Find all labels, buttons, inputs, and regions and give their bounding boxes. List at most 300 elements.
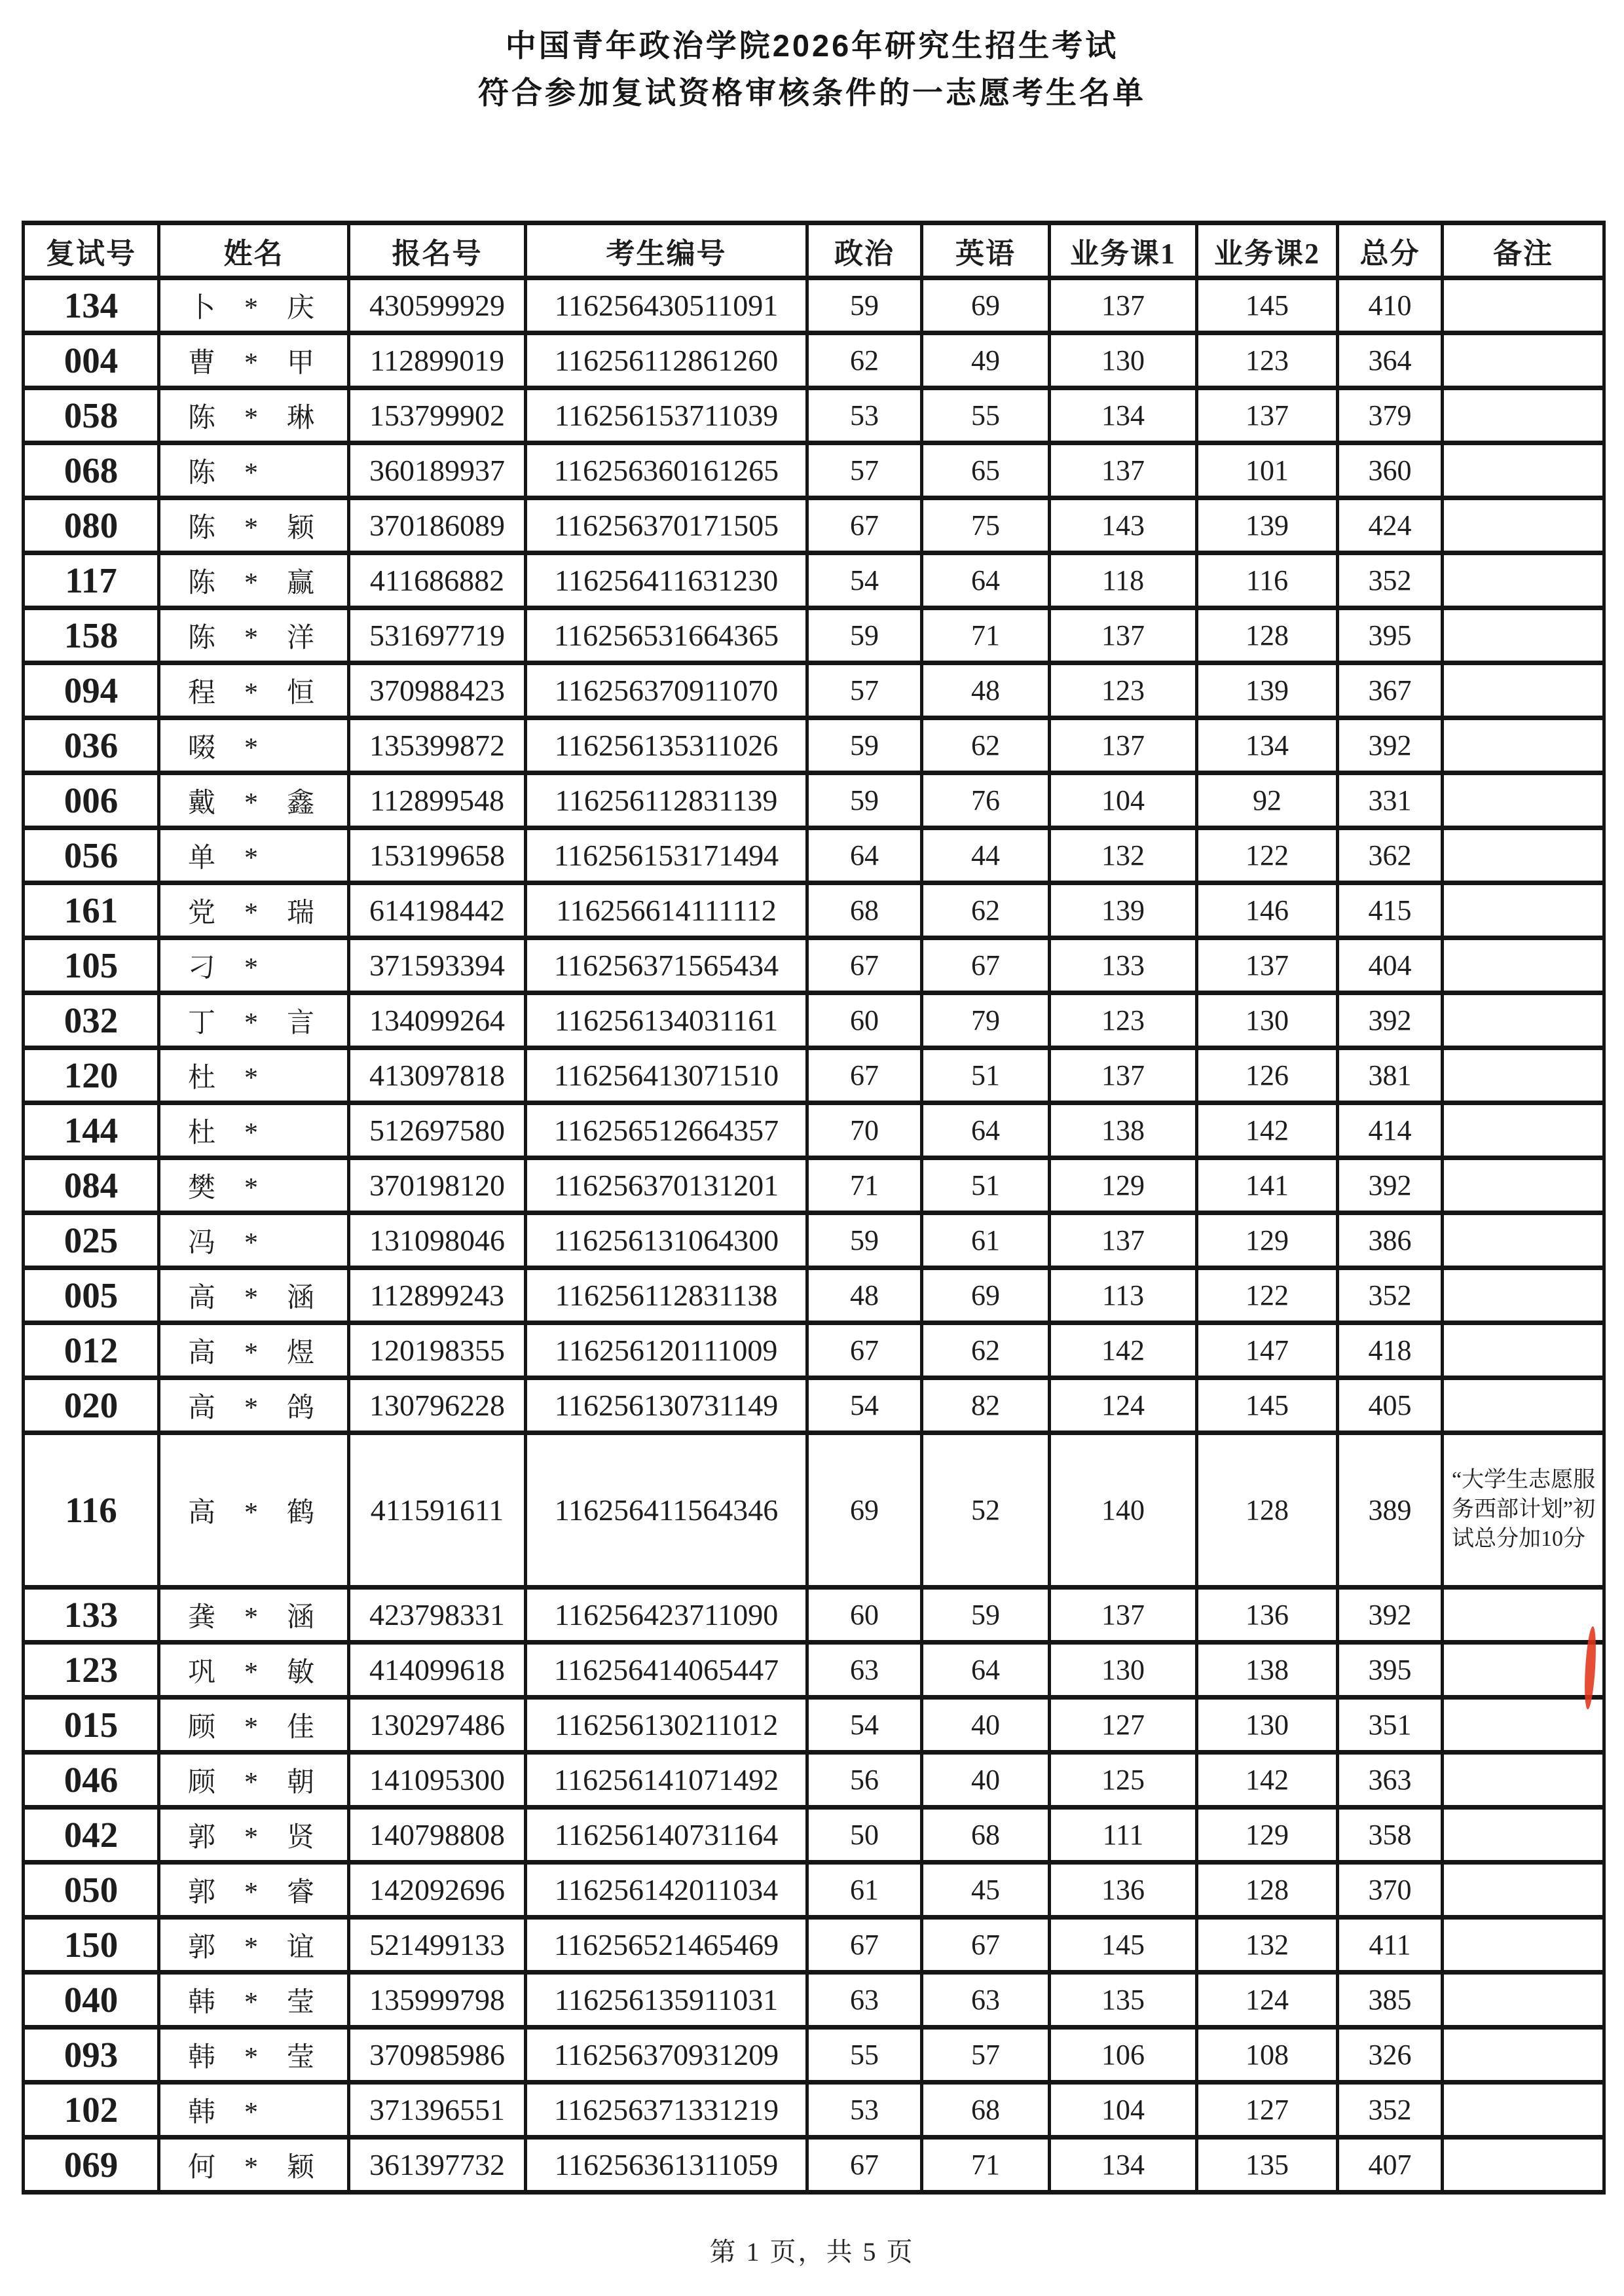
cell-fushihao: 069 <box>24 2138 159 2193</box>
header-row <box>24 223 1604 278</box>
cell-zongfen: 352 <box>1338 1268 1443 1323</box>
cell-fushihao: 020 <box>24 1378 159 1433</box>
cell-fushihao: 006 <box>24 773 159 828</box>
cell-kaoshengbianhao: 116256614111112 <box>526 883 807 938</box>
cell-baominghao: 371593394 <box>349 938 526 993</box>
cell-zhengzhi: 67 <box>807 938 922 993</box>
column-header-beizhu: 备注 <box>1443 223 1604 278</box>
cell-xingming: 陈 * 琳 <box>159 388 349 443</box>
cell-xingming: 樊 * <box>159 1158 349 1213</box>
cell-kaoshengbianhao: 116256135311026 <box>526 718 807 773</box>
table-row <box>24 1808 1604 1863</box>
table-row <box>24 388 1604 443</box>
cell-yewuke1: 137 <box>1050 1048 1197 1103</box>
cell-xingming: 单 * <box>159 828 349 883</box>
cell-fushihao: 134 <box>24 278 159 333</box>
cell-baominghao: 153199658 <box>349 828 526 883</box>
cell-yewuke2: 145 <box>1197 1378 1338 1433</box>
cell-yingyu: 63 <box>922 1973 1050 2028</box>
cell-kaoshengbianhao: 116256142011034 <box>526 1863 807 1918</box>
cell-beizhu <box>1443 718 1604 773</box>
cell-baominghao: 135999798 <box>349 1973 526 2028</box>
cell-zongfen: 404 <box>1338 938 1443 993</box>
cell-beizhu <box>1443 2138 1604 2193</box>
page-title-line2: 符合参加复试资格审核条件的一志愿考生名单 <box>478 75 1146 110</box>
cell-fushihao: 105 <box>24 938 159 993</box>
cell-baominghao: 614198442 <box>349 883 526 938</box>
cell-yewuke2: 136 <box>1197 1588 1338 1643</box>
column-header-kaoshengbianhao: 考生编号 <box>526 223 807 278</box>
cell-fushihao: 040 <box>24 1973 159 2028</box>
table-row <box>24 1588 1604 1643</box>
cell-yingyu: 49 <box>922 333 1050 388</box>
cell-zhengzhi: 67 <box>807 2138 922 2193</box>
cell-zhengzhi: 53 <box>807 2083 922 2138</box>
cell-beizhu <box>1443 1268 1604 1323</box>
cell-fushihao: 120 <box>24 1048 159 1103</box>
cell-kaoshengbianhao: 116256130731149 <box>526 1378 807 1433</box>
column-header-yingyu: 英语 <box>922 223 1050 278</box>
candidates-table <box>22 221 1606 2195</box>
cell-baominghao: 423798331 <box>349 1588 526 1643</box>
cell-zongfen: 386 <box>1338 1213 1443 1268</box>
table-row <box>24 1753 1604 1808</box>
cell-fushihao: 036 <box>24 718 159 773</box>
table-row <box>24 1323 1604 1378</box>
cell-yingyu: 48 <box>922 663 1050 718</box>
cell-fushihao: 084 <box>24 1158 159 1213</box>
cell-baominghao: 130297486 <box>349 1698 526 1753</box>
cell-baominghao: 512697580 <box>349 1103 526 1158</box>
cell-baominghao: 371396551 <box>349 2083 526 2138</box>
cell-zongfen: 415 <box>1338 883 1443 938</box>
cell-yewuke2: 138 <box>1197 1643 1338 1698</box>
cell-zhengzhi: 55 <box>807 2028 922 2083</box>
cell-kaoshengbianhao: 116256430511091 <box>526 278 807 333</box>
cell-yewuke2: 130 <box>1197 1698 1338 1753</box>
cell-baominghao: 414099618 <box>349 1643 526 1698</box>
cell-xingming: 陈 * 颖 <box>159 498 349 553</box>
cell-yewuke2: 122 <box>1197 828 1338 883</box>
cell-zhengzhi: 59 <box>807 718 922 773</box>
cell-yewuke2: 132 <box>1197 1918 1338 1973</box>
cell-fushihao: 102 <box>24 2083 159 2138</box>
cell-yewuke2: 135 <box>1197 2138 1338 2193</box>
cell-baominghao: 411686882 <box>349 553 526 608</box>
cell-kaoshengbianhao: 116256413071510 <box>526 1048 807 1103</box>
cell-yingyu: 82 <box>922 1378 1050 1433</box>
cell-xingming: 曹 * 甲 <box>159 333 349 388</box>
cell-yewuke1: 129 <box>1050 1158 1197 1213</box>
cell-zhengzhi: 56 <box>807 1753 922 1808</box>
cell-zhengzhi: 50 <box>807 1808 922 1863</box>
cell-fushihao: 117 <box>24 553 159 608</box>
cell-xingming: 顾 * 朝 <box>159 1753 349 1808</box>
cell-yingyu: 68 <box>922 1808 1050 1863</box>
cell-zhengzhi: 60 <box>807 1588 922 1643</box>
cell-beizhu <box>1443 1973 1604 2028</box>
cell-yewuke2: 122 <box>1197 1268 1338 1323</box>
cell-kaoshengbianhao: 116256371565434 <box>526 938 807 993</box>
cell-zongfen: 352 <box>1338 2083 1443 2138</box>
cell-beizhu <box>1443 1103 1604 1158</box>
cell-yingyu: 71 <box>922 608 1050 663</box>
cell-yingyu: 62 <box>922 883 1050 938</box>
cell-kaoshengbianhao: 116256112861260 <box>526 333 807 388</box>
cell-yingyu: 64 <box>922 1643 1050 1698</box>
cell-baominghao: 120198355 <box>349 1323 526 1378</box>
cell-fushihao: 123 <box>24 1643 159 1698</box>
cell-baominghao: 370988423 <box>349 663 526 718</box>
cell-fushihao: 150 <box>24 1918 159 1973</box>
cell-fushihao: 005 <box>24 1268 159 1323</box>
cell-beizhu <box>1443 938 1604 993</box>
cell-yewuke1: 106 <box>1050 2028 1197 2083</box>
cell-zongfen: 331 <box>1338 773 1443 828</box>
cell-fushihao: 058 <box>24 388 159 443</box>
cell-yingyu: 67 <box>922 938 1050 993</box>
cell-yewuke1: 143 <box>1050 498 1197 553</box>
cell-zhengzhi: 63 <box>807 1643 922 1698</box>
cell-beizhu <box>1443 1213 1604 1268</box>
column-header-baominghao: 报名号 <box>349 223 526 278</box>
cell-yingyu: 45 <box>922 1863 1050 1918</box>
cell-beizhu <box>1443 1378 1604 1433</box>
cell-fushihao: 015 <box>24 1698 159 1753</box>
cell-fushihao: 056 <box>24 828 159 883</box>
table-row <box>24 608 1604 663</box>
cell-yewuke2: 146 <box>1197 883 1338 938</box>
table-row <box>24 2028 1604 2083</box>
cell-yingyu: 55 <box>922 388 1050 443</box>
cell-beizhu <box>1443 388 1604 443</box>
table-row <box>24 1863 1604 1918</box>
cell-yingyu: 57 <box>922 2028 1050 2083</box>
table-row <box>24 718 1604 773</box>
cell-kaoshengbianhao: 116256130211012 <box>526 1698 807 1753</box>
cell-beizhu <box>1443 608 1604 663</box>
table-row <box>24 663 1604 718</box>
cell-yewuke1: 137 <box>1050 1213 1197 1268</box>
cell-kaoshengbianhao: 116256134031161 <box>526 993 807 1048</box>
cell-yingyu: 64 <box>922 553 1050 608</box>
cell-zhengzhi: 60 <box>807 993 922 1048</box>
cell-xingming: 陈 * 洋 <box>159 608 349 663</box>
cell-kaoshengbianhao: 116256414065447 <box>526 1643 807 1698</box>
cell-yewuke1: 137 <box>1050 718 1197 773</box>
cell-zongfen: 352 <box>1338 553 1443 608</box>
cell-beizhu <box>1443 773 1604 828</box>
cell-yewuke1: 138 <box>1050 1103 1197 1158</box>
cell-zhengzhi: 53 <box>807 388 922 443</box>
cell-beizhu <box>1443 828 1604 883</box>
cell-fushihao: 161 <box>24 883 159 938</box>
cell-yingyu: 40 <box>922 1698 1050 1753</box>
table-row <box>24 938 1604 993</box>
cell-yewuke1: 123 <box>1050 663 1197 718</box>
cell-yingyu: 40 <box>922 1753 1050 1808</box>
cell-baominghao: 131098046 <box>349 1213 526 1268</box>
cell-baominghao: 411591611 <box>349 1433 526 1588</box>
cell-zhengzhi: 59 <box>807 773 922 828</box>
cell-yewuke2: 128 <box>1197 608 1338 663</box>
cell-xingming: 巩 * 敏 <box>159 1643 349 1698</box>
column-header-fushihao: 复试号 <box>24 223 159 278</box>
cell-fushihao: 050 <box>24 1863 159 1918</box>
cell-kaoshengbianhao: 116256423711090 <box>526 1588 807 1643</box>
cell-xingming: 韩 * <box>159 2083 349 2138</box>
cell-yewuke1: 136 <box>1050 1863 1197 1918</box>
cell-yewuke2: 124 <box>1197 1973 1338 2028</box>
table-row <box>24 2083 1604 2138</box>
cell-zhengzhi: 54 <box>807 1698 922 1753</box>
cell-xingming: 刁 * <box>159 938 349 993</box>
cell-beizhu <box>1443 1918 1604 1973</box>
table-row <box>24 1433 1604 1588</box>
cell-beizhu <box>1443 1863 1604 1918</box>
column-header-xingming: 姓名 <box>159 223 349 278</box>
cell-xingming: 党 * 瑞 <box>159 883 349 938</box>
cell-zhengzhi: 57 <box>807 663 922 718</box>
cell-zongfen: 392 <box>1338 718 1443 773</box>
cell-beizhu <box>1443 278 1604 333</box>
cell-xingming: 啜 * <box>159 718 349 773</box>
cell-yewuke1: 137 <box>1050 278 1197 333</box>
cell-zhengzhi: 54 <box>807 1378 922 1433</box>
cell-xingming: 戴 * 鑫 <box>159 773 349 828</box>
table-row <box>24 1048 1604 1103</box>
cell-yewuke1: 104 <box>1050 773 1197 828</box>
cell-baominghao: 413097818 <box>349 1048 526 1103</box>
cell-zongfen: 362 <box>1338 828 1443 883</box>
cell-yewuke1: 134 <box>1050 388 1197 443</box>
table-row <box>24 2138 1604 2193</box>
cell-zhengzhi: 59 <box>807 1213 922 1268</box>
cell-yewuke1: 118 <box>1050 553 1197 608</box>
cell-zhengzhi: 63 <box>807 1973 922 2028</box>
cell-baominghao: 141095300 <box>349 1753 526 1808</box>
cell-xingming: 顾 * 佳 <box>159 1698 349 1753</box>
page-number: 第 1 页，共 5 页 <box>709 2237 915 2267</box>
cell-zhengzhi: 67 <box>807 1323 922 1378</box>
cell-yewuke2: 145 <box>1197 278 1338 333</box>
cell-kaoshengbianhao: 116256370911070 <box>526 663 807 718</box>
cell-baominghao: 153799902 <box>349 388 526 443</box>
cell-zhengzhi: 64 <box>807 828 922 883</box>
table-row <box>24 553 1604 608</box>
cell-yewuke1: 130 <box>1050 333 1197 388</box>
cell-xingming: 程 * 恒 <box>159 663 349 718</box>
cell-baominghao: 112899019 <box>349 333 526 388</box>
cell-zongfen: 367 <box>1338 663 1443 718</box>
table-row <box>24 278 1604 333</box>
cell-yewuke2: 142 <box>1197 1103 1338 1158</box>
cell-zongfen: 418 <box>1338 1323 1443 1378</box>
cell-kaoshengbianhao: 116256112831139 <box>526 773 807 828</box>
cell-yewuke2: 139 <box>1197 498 1338 553</box>
cell-yingyu: 71 <box>922 2138 1050 2193</box>
cell-kaoshengbianhao: 116256521465469 <box>526 1918 807 1973</box>
cell-xingming: 韩 * 莹 <box>159 2028 349 2083</box>
cell-kaoshengbianhao: 116256371331219 <box>526 2083 807 2138</box>
cell-fushihao: 093 <box>24 2028 159 2083</box>
cell-zhengzhi: 61 <box>807 1863 922 1918</box>
cell-zongfen: 410 <box>1338 278 1443 333</box>
cell-xingming: 陈 * <box>159 443 349 498</box>
cell-baominghao: 135399872 <box>349 718 526 773</box>
cell-yingyu: 79 <box>922 993 1050 1048</box>
cell-zongfen: 364 <box>1338 333 1443 388</box>
cell-fushihao: 025 <box>24 1213 159 1268</box>
cell-zongfen: 395 <box>1338 608 1443 663</box>
cell-beizhu <box>1443 553 1604 608</box>
cell-fushihao: 158 <box>24 608 159 663</box>
cell-yingyu: 67 <box>922 1918 1050 1973</box>
cell-yewuke2: 141 <box>1197 1158 1338 1213</box>
cell-yewuke1: 137 <box>1050 608 1197 663</box>
cell-yewuke1: 145 <box>1050 1918 1197 1973</box>
cell-zhengzhi: 67 <box>807 498 922 553</box>
cell-zongfen: 351 <box>1338 1698 1443 1753</box>
cell-baominghao: 370198120 <box>349 1158 526 1213</box>
cell-yewuke2: 127 <box>1197 2083 1338 2138</box>
cell-yewuke2: 128 <box>1197 1863 1338 1918</box>
page-title <box>0 0 1624 117</box>
cell-yewuke1: 132 <box>1050 828 1197 883</box>
cell-baominghao: 430599929 <box>349 278 526 333</box>
cell-fushihao: 133 <box>24 1588 159 1643</box>
table-row <box>24 1213 1604 1268</box>
cell-yewuke2: 123 <box>1197 333 1338 388</box>
cell-fushihao: 116 <box>24 1433 159 1588</box>
cell-beizhu <box>1443 443 1604 498</box>
cell-xingming: 郭 * 谊 <box>159 1918 349 1973</box>
cell-yingyu: 76 <box>922 773 1050 828</box>
table-row <box>24 1643 1604 1698</box>
cell-baominghao: 370985986 <box>349 2028 526 2083</box>
cell-yingyu: 62 <box>922 718 1050 773</box>
cell-baominghao: 130796228 <box>349 1378 526 1433</box>
cell-yingyu: 51 <box>922 1158 1050 1213</box>
cell-xingming: 陈 * 赢 <box>159 553 349 608</box>
cell-yewuke1: 137 <box>1050 1588 1197 1643</box>
cell-yingyu: 62 <box>922 1323 1050 1378</box>
cell-kaoshengbianhao: 116256112831138 <box>526 1268 807 1323</box>
page-title-line1: 中国青年政治学院2026年研究生招生考试 <box>505 28 1119 63</box>
table-row <box>24 1918 1604 1973</box>
cell-xingming: 高 * 煜 <box>159 1323 349 1378</box>
cell-yewuke1: 142 <box>1050 1323 1197 1378</box>
column-header-yewuke2: 业务课2 <box>1197 223 1338 278</box>
cell-zhengzhi: 57 <box>807 443 922 498</box>
cell-zongfen: 424 <box>1338 498 1443 553</box>
cell-yewuke1: 127 <box>1050 1698 1197 1753</box>
table-row <box>24 828 1604 883</box>
table-row <box>24 1378 1604 1433</box>
cell-fushihao: 012 <box>24 1323 159 1378</box>
table-row <box>24 1158 1604 1213</box>
cell-xingming: 高 * 鸽 <box>159 1378 349 1433</box>
column-header-zhengzhi: 政治 <box>807 223 922 278</box>
cell-beizhu <box>1443 883 1604 938</box>
cell-yingyu: 52 <box>922 1433 1050 1588</box>
cell-zongfen: 385 <box>1338 1973 1443 2028</box>
cell-xingming: 郭 * 贤 <box>159 1808 349 1863</box>
cell-yewuke1: 139 <box>1050 883 1197 938</box>
table-row <box>24 993 1604 1048</box>
cell-xingming: 丁 * 言 <box>159 993 349 1048</box>
cell-kaoshengbianhao: 116256370131201 <box>526 1158 807 1213</box>
cell-baominghao: 134099264 <box>349 993 526 1048</box>
table-row <box>24 443 1604 498</box>
cell-kaoshengbianhao: 116256370171505 <box>526 498 807 553</box>
table-row <box>24 1268 1604 1323</box>
cell-xingming: 龚 * 涵 <box>159 1588 349 1643</box>
cell-beizhu <box>1443 993 1604 1048</box>
cell-yewuke1: 134 <box>1050 2138 1197 2193</box>
cell-yingyu: 69 <box>922 278 1050 333</box>
cell-zongfen: 392 <box>1338 993 1443 1048</box>
cell-kaoshengbianhao: 116256411564346 <box>526 1433 807 1588</box>
cell-beizhu <box>1443 663 1604 718</box>
cell-yingyu: 59 <box>922 1588 1050 1643</box>
cell-zhengzhi: 69 <box>807 1433 922 1588</box>
table-row <box>24 1103 1604 1158</box>
cell-beizhu <box>1443 1158 1604 1213</box>
cell-zhengzhi: 70 <box>807 1103 922 1158</box>
cell-zhengzhi: 68 <box>807 883 922 938</box>
cell-beizhu <box>1443 1588 1604 1643</box>
cell-kaoshengbianhao: 116256131064300 <box>526 1213 807 1268</box>
cell-yingyu: 51 <box>922 1048 1050 1103</box>
cell-yewuke2: 129 <box>1197 1213 1338 1268</box>
table-row <box>24 1698 1604 1753</box>
cell-yingyu: 68 <box>922 2083 1050 2138</box>
cell-baominghao: 360189937 <box>349 443 526 498</box>
cell-zongfen: 370 <box>1338 1863 1443 1918</box>
table-row <box>24 333 1604 388</box>
cell-xingming: 卜 * 庆 <box>159 278 349 333</box>
cell-zongfen: 392 <box>1338 1588 1443 1643</box>
cell-baominghao: 112899243 <box>349 1268 526 1323</box>
cell-zhengzhi: 59 <box>807 608 922 663</box>
cell-kaoshengbianhao: 116256153171494 <box>526 828 807 883</box>
cell-beizhu <box>1443 2028 1604 2083</box>
cell-yingyu: 69 <box>922 1268 1050 1323</box>
cell-yewuke1: 113 <box>1050 1268 1197 1323</box>
cell-xingming: 杜 * <box>159 1048 349 1103</box>
cell-yewuke2: 116 <box>1197 553 1338 608</box>
cell-yingyu: 64 <box>922 1103 1050 1158</box>
cell-kaoshengbianhao: 116256370931209 <box>526 2028 807 2083</box>
cell-xingming: 何 * 颖 <box>159 2138 349 2193</box>
cell-kaoshengbianhao: 116256135911031 <box>526 1973 807 2028</box>
cell-beizhu <box>1443 1643 1604 1698</box>
cell-yingyu: 61 <box>922 1213 1050 1268</box>
cell-xingming: 郭 * 睿 <box>159 1863 349 1918</box>
cell-yingyu: 44 <box>922 828 1050 883</box>
cell-yewuke2: 128 <box>1197 1433 1338 1588</box>
cell-fushihao: 004 <box>24 333 159 388</box>
cell-yewuke2: 147 <box>1197 1323 1338 1378</box>
cell-beizhu <box>1443 2083 1604 2138</box>
cell-beizhu <box>1443 1753 1604 1808</box>
cell-zhengzhi: 71 <box>807 1158 922 1213</box>
cell-xingming: 杜 * <box>159 1103 349 1158</box>
cell-fushihao: 080 <box>24 498 159 553</box>
cell-yewuke1: 135 <box>1050 1973 1197 2028</box>
cell-fushihao: 068 <box>24 443 159 498</box>
